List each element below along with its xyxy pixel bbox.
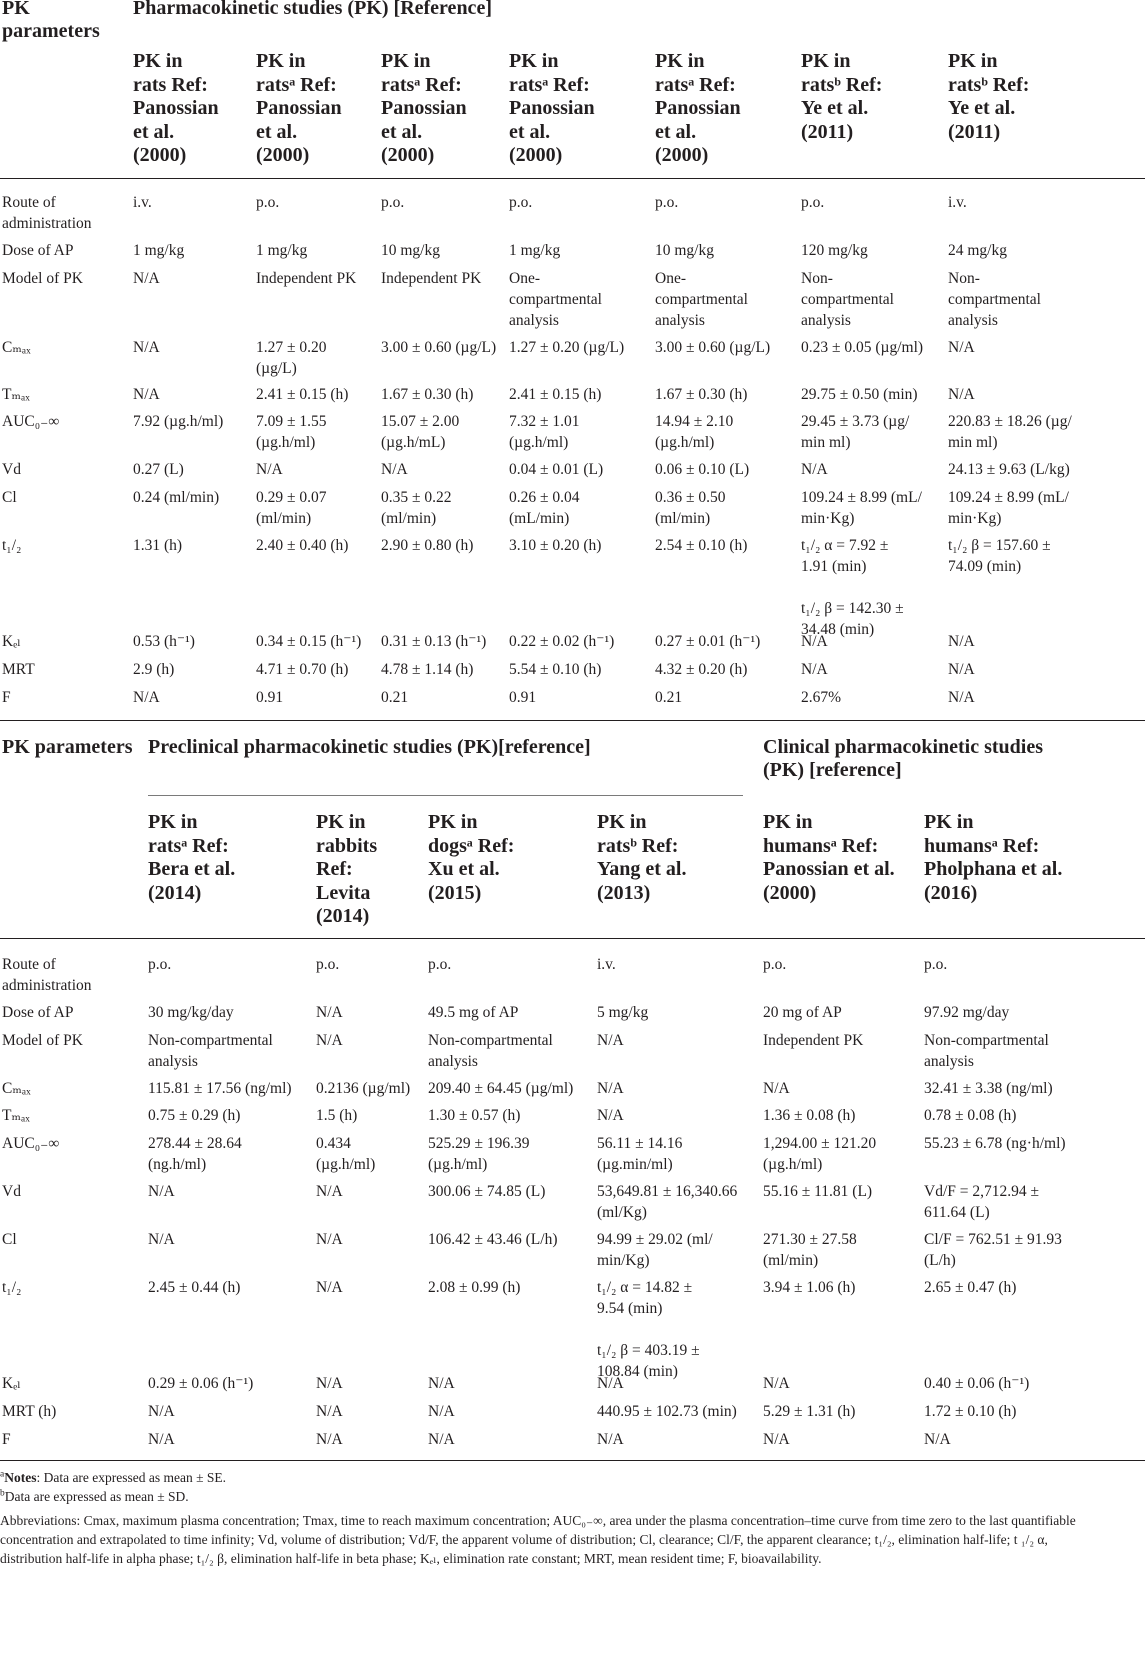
s1-group-title: Pharmacokinetic studies (PK) [Reference] [133,0,492,19]
s1-cell: 1 mg/kg [256,242,308,259]
s1-cell: i.v. [948,194,967,211]
table-bottom-rule [0,1460,1145,1461]
s2-cell: 94.99 ± 29.02 (ml/ min/Kg) [597,1231,713,1269]
s2-cell: N/A [148,1403,175,1420]
s2-cell: 5.29 ± 1.31 (h) [763,1403,856,1420]
s1-cell: t₁/₂ β = 157.60 ± 74.09 (min) [948,537,1051,575]
s1-cell: 4.71 ± 0.70 (h) [256,661,349,678]
s2-cell: 32.41 ± 3.38 (ng/ml) [924,1080,1053,1097]
s1-cell: 10 mg/kg [655,242,714,259]
s2-cell: 53,649.81 ± 16,340.66 (ml/Kg) [597,1183,738,1221]
s2-cell: N/A [428,1375,455,1392]
s1-cell: 3.10 ± 0.20 (h) [509,537,602,554]
s1-cell: 0.24 (ml/min) [133,489,220,506]
s2-header-rule [0,938,1145,939]
s1-cell: 15.07 ± 2.00 (µg.h/mL) [381,413,460,451]
s1-cell: 0.34 ± 0.15 (h⁻¹) [256,633,362,650]
s2-row-label: Cl [2,1231,17,1248]
s1-column-header: PK in ratsᵃ Ref: Panossian et al. (2000) [655,50,741,166]
s1-cell: 2.54 ± 0.10 (h) [655,537,748,554]
s1-cell: 0.53 (h⁻¹) [133,633,195,650]
footnote-b-text: Data are expressed as mean ± SD. [4,1489,189,1504]
s1-cell: 0.27 ± 0.01 (h⁻¹) [655,633,761,650]
s1-row-label: Tₘₐₓ [2,386,30,403]
s1-cell: 0.27 (L) [133,461,184,478]
s2-cell: 5 mg/kg [597,1004,649,1021]
s2-cell: 0.75 ± 0.29 (h) [148,1107,241,1124]
s1-row-label: MRT [2,661,35,678]
s1-cell: N/A [133,689,160,706]
s1-cell: 0.35 ± 0.22 (ml/min) [381,489,452,527]
s1-cell: 24 mg/kg [948,242,1007,259]
s2-cell: 0.434 (µg.h/ml) [316,1135,376,1173]
s1-row-label: Dose of AP [2,242,74,259]
s1-cell: 2.67% [801,689,842,706]
footnote-a [0,1468,1085,1487]
s1-cell: 2.41 ± 0.15 (h) [509,386,602,403]
s2-cell: Vd/F = 2,712.94 ± 611.64 (L) [924,1183,1039,1221]
s1-cell: N/A [948,661,975,678]
s2-cell: p.o. [428,956,452,973]
s1-cell: 24.13 ± 9.63 (L/kg) [948,461,1070,478]
s2-cell: 2.08 ± 0.99 (h) [428,1279,521,1296]
s2-cell: 0.40 ± 0.06 (h⁻¹) [924,1375,1030,1392]
s2-cell: p.o. [148,956,172,973]
s2-cell: 97.92 mg/day [924,1004,1010,1021]
s2-cell: 2.65 ± 0.47 (h) [924,1279,1017,1296]
s2-cell: N/A [316,1183,343,1200]
s1-row-label: Route of administration [2,194,92,232]
s1-cell: 0.21 [655,689,683,706]
s1-cell: 120 mg/kg [801,242,868,259]
s2-cell: 55.23 ± 6.78 (ng·h/ml) [924,1135,1066,1152]
s2-group-underline [148,795,743,796]
s1-cell: 0.36 ± 0.50 (ml/min) [655,489,726,527]
s2-row-label: AUC₀₋∞ [2,1135,60,1152]
s1-cell: 109.24 ± 8.99 (mL/ min·Kg) [801,489,922,527]
s2-column-header: PK in dogsᵃ Ref: Xu et al. (2015) [428,811,515,904]
s1-cell: 4.78 ± 1.14 (h) [381,661,474,678]
abbreviations-note: Abbreviations: Cmax, maximum plasma concentration; Tmax, time to reach maximum concentration; AUC₀₋∞, area under the plasma concentration–time curve from time zero to the last quantifiable concentration and extrapolated to time infinity; Vd, volume of distribution; Vd/F, the apparent volume of distribution; Cl, clearance; Cl/F, the apparent clearance; t₁/₂, elimination half-life; t ₁/₂ α, distribution half-life in alpha phase; t₁/₂ β, elimination half-life in beta phase; Kₑₗ, elimination rate constant; MRT, mean resident time; F, bioavailability. [0,1513,1076,1566]
s2-cell: 300.06 ± 74.85 (L) [428,1183,546,1200]
s2-cell: Non-compartmental analysis [148,1032,273,1070]
s1-cell: Independent PK [381,270,482,287]
s1-cell: 1.67 ± 0.30 (h) [655,386,748,403]
s2-cell: i.v. [597,956,616,973]
s1-cell: 0.29 ± 0.07 (ml/min) [256,489,327,527]
s1-cell: 4.32 ± 0.20 (h) [655,661,748,678]
s2-cell: N/A [316,1279,343,1296]
s1-cell: 10 mg/kg [381,242,440,259]
s2-cell: N/A [763,1375,790,1392]
s1-cell: N/A [801,633,828,650]
s1-cell: 0.23 ± 0.05 (µg/ml) [801,339,924,356]
s1-cell: i.v. [133,194,152,211]
s1-cell: 1.27 ± 0.20 (µg/L) [256,339,327,377]
s1-cell: p.o. [801,194,825,211]
s2-row-label: Cₘₐₓ [2,1080,31,1097]
s2-row-label: Dose of AP [2,1004,74,1021]
s2-column-header: PK in rabbits Ref: Levita (2014) [316,811,378,927]
s2-cell: 106.42 ± 43.46 (L/h) [428,1231,558,1248]
s1-cell: 29.75 ± 0.50 (min) [801,386,918,403]
s2-cell: N/A [316,1032,343,1049]
s2-cell: 440.95 ± 102.73 (min) [597,1403,737,1420]
s2-cell: N/A [428,1403,455,1420]
s2-row-label: Route of administration [2,956,92,994]
s2-row-label: F [2,1431,11,1448]
s2-cell: N/A [597,1375,624,1392]
s2-group-clinical: Clinical pharmacokinetic studies (PK) [reference] [763,736,1044,781]
s1-row-label: AUC₀₋∞ [2,413,60,430]
s2-row-label: MRT (h) [2,1403,57,1420]
s1-cell: N/A [948,386,975,403]
s2-column-header: PK in humansᵃ Ref: Panossian et al. (2000) [763,811,895,904]
s1-cell: 7.92 (µg.h/ml) [133,413,224,430]
s2-cell: Cl/F = 762.51 ± 91.93 (L/h) [924,1231,1062,1269]
s2-cell: N/A [316,1375,343,1392]
s2-cell: Independent PK [763,1032,864,1049]
s1-cell: N/A [133,339,160,356]
s1-cell: 7.32 ± 1.01 (µg.h/ml) [509,413,580,451]
s2-cell: N/A [148,1431,175,1448]
s1-cell: Non- compartmental analysis [801,270,894,329]
s1-cell: 2.40 ± 0.40 (h) [256,537,349,554]
s2-header-label: PK parameters [2,736,133,758]
s1-cell: 3.00 ± 0.60 (µg/L) [655,339,771,356]
s2-cell: N/A [316,1004,343,1021]
s1-cell: N/A [381,461,408,478]
s2-row-label: Model of PK [2,1032,83,1049]
s2-cell: N/A [597,1107,624,1124]
footnote-a-label: Notes [4,1470,37,1485]
s1-cell: 1.31 (h) [133,537,183,554]
s2-cell: p.o. [763,956,787,973]
s2-cell: N/A [148,1183,175,1200]
s2-cell: 0.2136 (µg/ml) [316,1080,411,1097]
s2-cell: 278.44 ± 28.64 (ng.h/ml) [148,1135,242,1173]
s1-cell: N/A [801,461,828,478]
s1-cell: N/A [256,461,283,478]
s1-cell: 0.26 ± 0.04 (mL/min) [509,489,580,527]
footnote-b [0,1487,1085,1506]
s1-row-label: Vd [2,461,21,478]
s1-cell: 0.91 [256,689,284,706]
s1-cell: p.o. [509,194,533,211]
s2-cell: p.o. [316,956,340,973]
s1-row-label: Model of PK [2,270,83,287]
s2-row-label: Kₑₗ [2,1375,21,1392]
footnote-a-text: : Data are expressed as mean ± SE. [36,1470,227,1485]
s1-cell: 1.67 ± 0.30 (h) [381,386,474,403]
s1-column-header: PK in rats Ref: Panossian et al. (2000) [133,50,219,166]
s1-column-header: PK in ratsᵃ Ref: Panossian et al. (2000) [256,50,342,166]
s2-cell: 1,294.00 ± 121.20 (µg.h/ml) [763,1135,877,1173]
s1-row-label: Kₑₗ [2,633,21,650]
s1-cell: 2.90 ± 0.80 (h) [381,537,474,554]
s2-cell: 55.16 ± 11.81 (L) [763,1183,873,1200]
s2-cell: N/A [316,1231,343,1248]
s2-group-preclinical: Preclinical pharmacokinetic studies (PK)[reference] [148,736,591,758]
s2-cell: N/A [597,1080,624,1097]
s2-cell: 209.40 ± 64.45 (µg/ml) [428,1080,574,1097]
s2-cell: N/A [148,1231,175,1248]
s1-column-header: PK in ratsᵇ Ref: Ye et al. (2011) [801,50,883,143]
s1-cell: t₁/₂ α = 7.92 ± 1.91 (min) t₁/₂ β = 142.30 ± 34.48 (min) [801,537,904,638]
s1-cell: 0.21 [381,689,409,706]
s2-cell: 20 mg of AP [763,1004,842,1021]
s1-cell: One- compartmental analysis [655,270,748,329]
s1-column-header: PK in ratsᵃ Ref: Panossian et al. (2000) [509,50,595,166]
s1-cell: 14.94 ± 2.10 (µg.h/ml) [655,413,734,451]
footnote-b-marker: b [0,1488,5,1499]
s2-cell: p.o. [924,956,948,973]
s1-cell: 2.9 (h) [133,661,175,678]
s2-cell: 1.72 ± 0.10 (h) [924,1403,1017,1420]
s1-cell: 3.00 ± 0.60 (µg/L) [381,339,497,356]
s1-cell: N/A [948,633,975,650]
s2-cell: 0.78 ± 0.08 (h) [924,1107,1017,1124]
s1-row-label: Cₘₐₓ [2,339,31,356]
s1-cell: 7.09 ± 1.55 (µg.h/ml) [256,413,327,451]
s2-cell: 56.11 ± 14.16 (µg.min/ml) [597,1135,683,1173]
s2-cell: N/A [428,1431,455,1448]
s1-cell: 0.22 ± 0.02 (h⁻¹) [509,633,615,650]
s1-cell: 1.27 ± 0.20 (µg/L) [509,339,625,356]
s2-column-header: PK in ratsᵇ Ref: Yang et al. (2013) [597,811,687,904]
s1-cell: 0.06 ± 0.10 (L) [655,461,750,478]
s2-column-header: PK in ratsᵃ Ref: Bera et al. (2014) [148,811,236,904]
s1-header-rule [0,178,1145,179]
s1-row-label: t₁/₂ [2,537,22,554]
s2-cell: 3.94 ± 1.06 (h) [763,1279,856,1296]
section-divider-rule [0,720,1145,721]
s2-cell: 2.45 ± 0.44 (h) [148,1279,241,1296]
s1-cell: 1 mg/kg [509,242,561,259]
s1-cell: p.o. [381,194,405,211]
s1-cell: N/A [948,689,975,706]
s1-column-header: PK in ratsᵃ Ref: Panossian et al. (2000) [381,50,467,166]
footnote-a-marker: a [0,1469,5,1480]
s2-cell: N/A [597,1032,624,1049]
s2-cell: N/A [597,1431,624,1448]
s2-cell: 271.30 ± 27.58 (ml/min) [763,1231,857,1269]
s1-cell: N/A [133,386,160,403]
s1-row-label: Cl [2,489,17,506]
s1-cell: 2.41 ± 0.15 (h) [256,386,349,403]
s1-cell: p.o. [256,194,280,211]
s1-column-header: PK in ratsᵇ Ref: Ye et al. (2011) [948,50,1030,143]
s2-cell: 1.5 (h) [316,1107,358,1124]
s1-cell: N/A [133,270,160,287]
s1-cell: N/A [801,661,828,678]
s2-column-header: PK in humansᵃ Ref: Pholphana et al. (2016) [924,811,1063,904]
s1-cell: 5.54 ± 0.10 (h) [509,661,602,678]
s2-cell: 30 mg/kg/day [148,1004,234,1021]
s1-cell: p.o. [655,194,679,211]
s1-cell: 0.04 ± 0.01 (L) [509,461,604,478]
s2-cell: Non-compartmental analysis [924,1032,1049,1070]
table-footnotes [0,1468,1085,1568]
s1-cell: Non- compartmental analysis [948,270,1041,329]
s2-cell: N/A [763,1080,790,1097]
s1-row-label: F [2,689,11,706]
s2-cell: N/A [763,1431,790,1448]
s2-cell: N/A [316,1403,343,1420]
s2-cell: 115.81 ± 17.56 (ng/ml) [148,1080,292,1097]
s1-cell: 29.45 ± 3.73 (µg/ min ml) [801,413,910,451]
s2-cell: 1.30 ± 0.57 (h) [428,1107,521,1124]
s2-cell: N/A [316,1431,343,1448]
s1-cell: 220.83 ± 18.26 (µg/ min ml) [948,413,1072,451]
s1-cell: 1 mg/kg [133,242,185,259]
s1-cell: 0.91 [509,689,537,706]
s1-cell: Independent PK [256,270,357,287]
s1-header-label: PK parameters [2,0,100,42]
s2-cell: 1.36 ± 0.08 (h) [763,1107,856,1124]
s2-cell: 525.29 ± 196.39 (µg.h/ml) [428,1135,530,1173]
s2-cell: Non-compartmental analysis [428,1032,553,1070]
s2-cell: N/A [924,1431,951,1448]
s1-cell: N/A [948,339,975,356]
s2-row-label: Vd [2,1183,21,1200]
s1-cell: 109.24 ± 8.99 (mL/ min·Kg) [948,489,1069,527]
s1-cell: One- compartmental analysis [509,270,602,329]
s1-cell: 0.31 ± 0.13 (h⁻¹) [381,633,487,650]
s2-cell: 0.29 ± 0.06 (h⁻¹) [148,1375,254,1392]
s2-cell: 49.5 mg of AP [428,1004,519,1021]
s2-cell: t₁/₂ α = 14.82 ± 9.54 (min) t₁/₂ β = 403.19 ± 108.84 (min) [597,1279,700,1380]
s2-row-label: t₁/₂ [2,1279,22,1296]
s2-row-label: Tₘₐₓ [2,1107,30,1124]
